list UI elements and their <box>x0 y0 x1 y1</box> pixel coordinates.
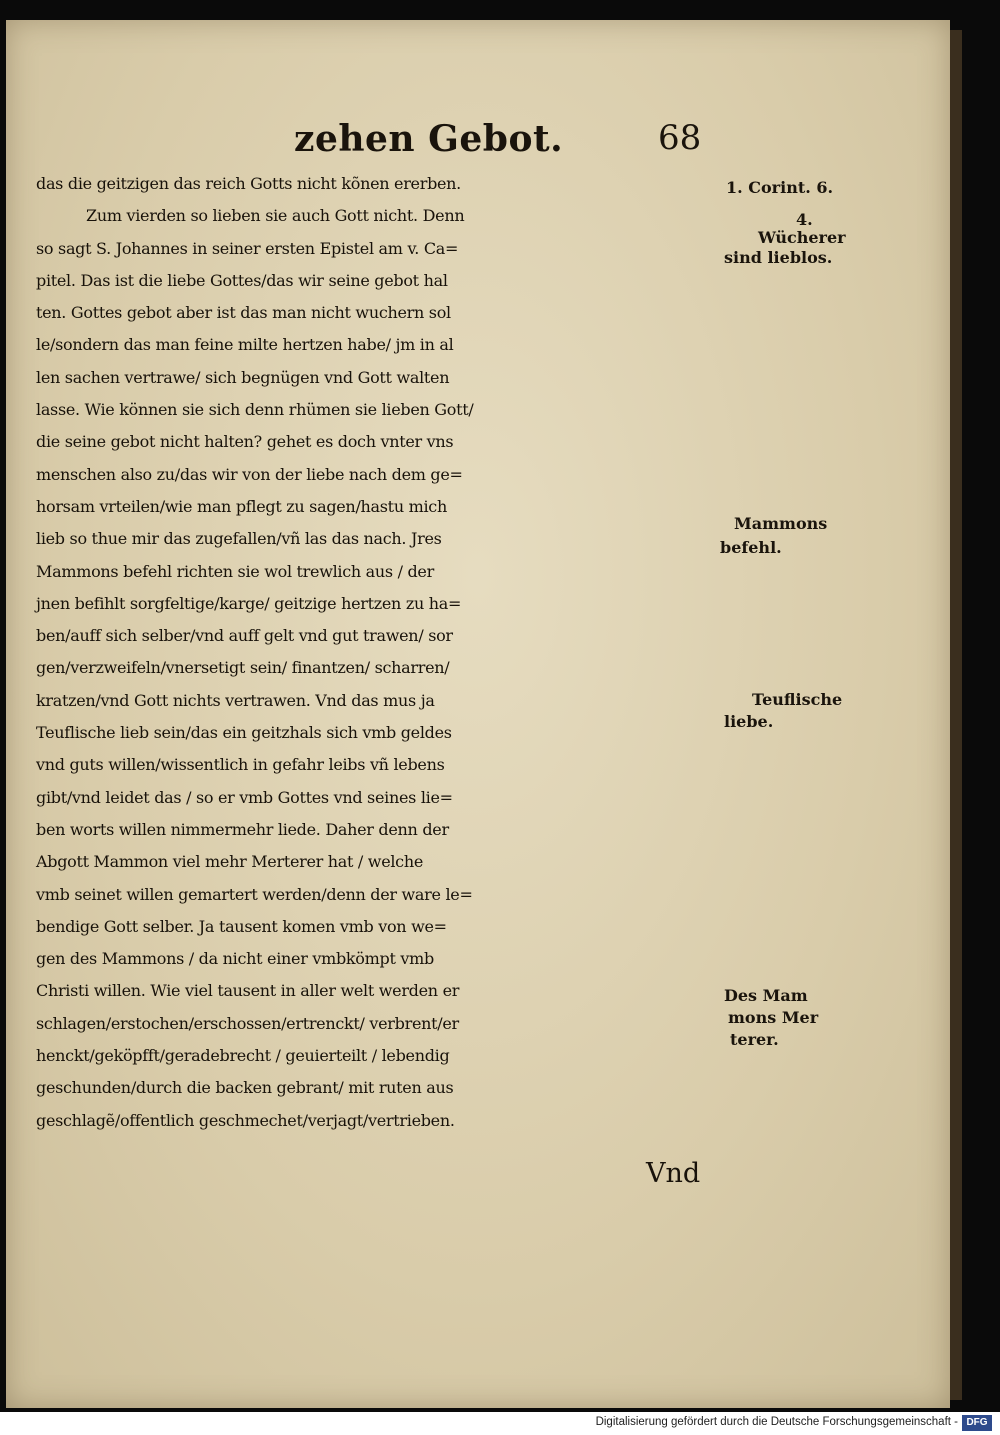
text-line: ben/auff sich selber/vnd auff gelt vnd gut trawen/ sor <box>36 626 453 646</box>
running-title: zehen Gebot. <box>294 118 564 160</box>
text-line: gen des Mammons / da nicht einer vmbkömpt vmb <box>36 949 434 969</box>
text-line: Teuflische lieb sein/das ein geitzhals sich vmb geldes <box>36 723 452 743</box>
text-line: len sachen vertrawe/ sich begnügen vnd Gott walten <box>36 367 450 387</box>
text-line: die seine gebot nicht halten? gehet es doch vnter vns <box>36 432 454 452</box>
text-line: kratzen/vnd Gott nichts vertrawen. Vnd das mus ja <box>36 690 435 710</box>
margin-note-number: 4. <box>796 210 813 229</box>
margin-note-terer: terer. <box>730 1030 779 1049</box>
margin-note-wucherer: Wücherer <box>758 228 846 247</box>
text-line: ten. Gottes gebot aber ist das man nicht wuchern sol <box>36 303 451 323</box>
text-line: pitel. Das ist die liebe Gottes/das wir seine gebot hal <box>36 270 448 290</box>
text-line: schlagen/erstochen/erschossen/ertrenckt/ verbrent/er <box>36 1013 459 1033</box>
margin-note-lieblos: sind lieblos. <box>724 248 833 267</box>
footer-credit: Digitalisierung gefördert durch die Deutsche Forschungsgemeinschaft - <box>595 1416 958 1428</box>
text-line: menschen also zu/das wir von der liebe nach dem ge= <box>36 464 463 484</box>
text-line: bendige Gott selber. Ja tausent komen vmb von we= <box>36 916 447 936</box>
body-text <box>36 168 736 1137</box>
text-line: vmb seinet willen gemartert werden/denn der ware le= <box>36 884 473 904</box>
margin-note-teuflische: Teuflische <box>752 690 843 709</box>
text-line: vnd guts willen/wissentlich in gefahr leibs vñ lebens <box>36 755 445 775</box>
dfg-logo-icon: DFG <box>962 1415 992 1431</box>
book-page <box>6 20 950 1408</box>
margin-note-befehl: befehl. <box>720 538 782 557</box>
page-edge <box>950 30 962 1400</box>
page-header <box>6 118 950 168</box>
text-line: gen/verzweifeln/vnersetigt sein/ finantzen/ scharren/ <box>36 658 450 678</box>
page-number: 68 <box>658 118 702 158</box>
margin-note-des-mam: Des Mam <box>724 986 808 1005</box>
margin-note-liebe: liebe. <box>724 712 774 731</box>
text-line: le/sondern das man feine milte hertzen habe/ jm in al <box>36 335 454 355</box>
margin-note-mons-mer: mons Mer <box>728 1008 819 1027</box>
catchword: Vnd <box>646 1158 701 1189</box>
text-line: geschunden/durch die backen gebrant/ mit ruten aus <box>36 1078 454 1098</box>
text-line: geschlagẽ/offentlich geschmechet/verjagt/vertrieben. <box>36 1110 455 1130</box>
text-line: jnen befihlt sorgfeltige/karge/ geitzige hertzen zu ha= <box>36 593 462 613</box>
text-line: lieb so thue mir das zugefallen/vñ las das nach. Jres <box>36 529 442 549</box>
text-line: das die geitzigen das reich Gotts nicht kõnen ererben. <box>36 174 461 193</box>
text-line: so sagt S. Johannes in seiner ersten Epistel am v. Ca= <box>36 238 459 258</box>
text-line: Mammons befehl richten sie wol trewlich aus / der <box>36 561 434 581</box>
margin-note-corinthians: 1. Corint. 6. <box>726 178 834 197</box>
text-line: gibt/vnd leidet das / so er vmb Gottes vnd seines lie= <box>36 787 453 807</box>
text-line: henckt/geköpfft/geradebrecht / geuierteilt / lebendig <box>36 1046 450 1066</box>
text-line: Christi willen. Wie viel tausent in aller welt werden er <box>36 981 460 1001</box>
margin-note-mammons: Mammons <box>734 514 828 533</box>
text-line: lasse. Wie können sie sich denn rhümen sie lieben Gott/ <box>36 400 474 420</box>
text-line: horsam vrteilen/wie man pflegt zu sagen/hastu mich <box>36 496 447 516</box>
text-line: ben worts willen nimmermehr liede. Daher denn der <box>36 819 449 839</box>
text-line: Zum vierden so lieben sie auch Gott nicht. Denn <box>86 206 465 226</box>
footer-bar <box>0 1412 1000 1435</box>
text-line: Abgott Mammon viel mehr Merterer hat / welche <box>36 852 424 872</box>
